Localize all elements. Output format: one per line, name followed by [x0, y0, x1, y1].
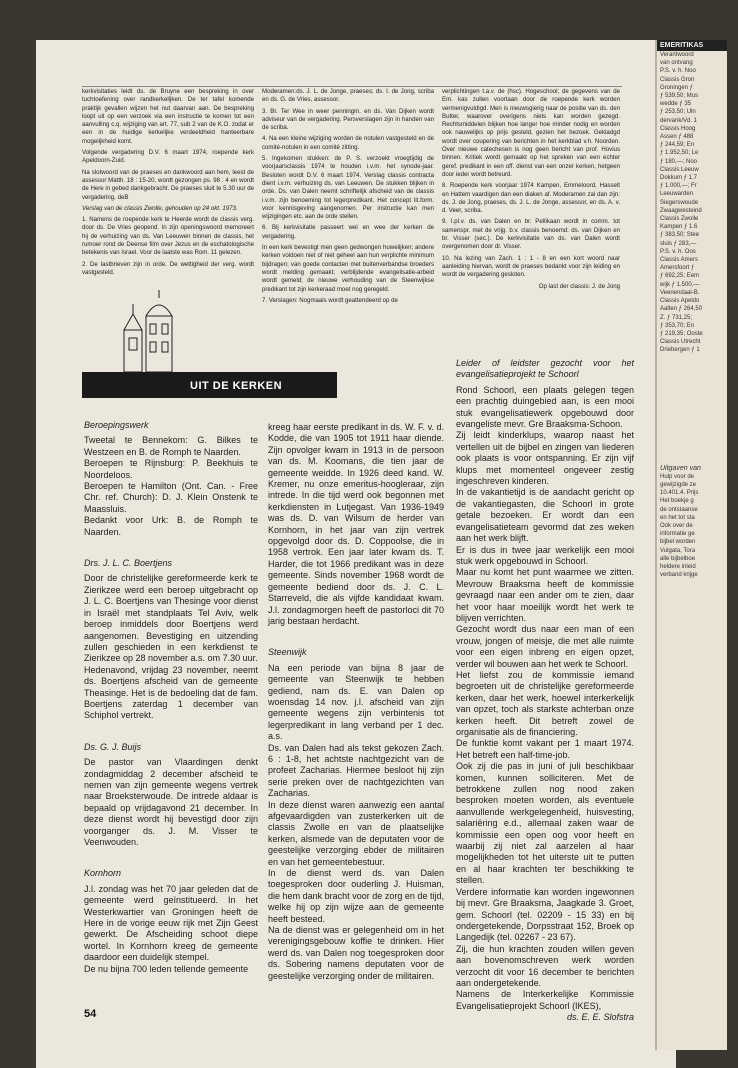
paragraph: Er is dus in twee jaar werkelijk een mooi stuk werk opgebouwd in Schoorl. — [456, 544, 634, 566]
right-page-line: Dokkum ƒ 1.7 — [660, 175, 698, 182]
right-page-line: Leeuwarden — [660, 191, 694, 198]
paragraph: Namens de Interkerkelijke Kommissie Evangelisatieprojekt Schoorl (IKES), — [456, 989, 634, 1011]
right-page-line: wedde ƒ 35 — [660, 101, 692, 108]
paragraph: Zij leidt kinderklups, waarop naast het vertellen uit de bijbel en zingen van liederen ook plaats is voor ontspanning. Er zijn vijf klups met momenteel ongeveer zestig ingeschreven kinderen. — [456, 430, 634, 487]
top-paragraph: 8. Roepende kerk voorjaar 1974 Kampen, Emmeloord, Hasselt en Hattem vaardigen dan een diaken af. Moderamen zal dan zijn: ds. J. de Jong, praeses, ds. J. L. de Jonge, assessor, en ds. A. v. d. Veer, scriba. — [442, 182, 620, 215]
right-page-line: Hulp voor de — [660, 473, 695, 480]
column-1 — [84, 410, 258, 975]
right-page-line: Aalten ƒ 264,50 — [660, 306, 703, 313]
paragraph: Door de christelijke gereformeerde kerk te Zierikzee werd een beroep uitgebracht op J. L. C. Boertjens van Thesinge voor dienst in Israël met standplaats Tel Aviv, welk beroep inmiddels door Boertjens werd aangenomen. Bevestiging en uitzending zullen geschieden in een kerkdienst te Zierikzee op 28 november a.s. om 7.30 uur. — [84, 573, 258, 664]
paragraph: De nu bijna 700 leden tellende gemeente — [84, 963, 249, 974]
right-page-line: heldere inleid — [660, 563, 696, 570]
top-paragraph: Volgende vergadering D.V. 6 maart 1974, roepende kerk Apeldoorn-Zuid. — [82, 149, 254, 165]
right-page-line: Classis Amers — [660, 257, 699, 264]
paragraph: De pastor van Vlaardingen denkt zondagmiddag 2 december afscheid te nemen van zijn gemeente wegens vertrek naar Broeksterwoude. De intrede aldaar is bepaald op vrijdagavond 21 december. In deze dienst wordt hij bevestigd door zijn voorganger ds. J. M. Visser te Veenwouden. — [84, 757, 258, 847]
heading-steenwijk: Steenwijk — [268, 647, 307, 658]
top-paragraph: 4. Na een kleine wijziging worden de notulen vastgesteld en de comité-notulen in een comité zitting. — [262, 135, 434, 151]
right-page-line: P.S. v. h. Noo — [660, 68, 696, 75]
right-page-line: verband krijge — [660, 572, 698, 579]
top-paragraph: 5. Ingekomen stukken: de P. S. verzoekt vroegtijdig de voorjaarsclassis 1974 te houden i.v.m. het synode-jaar. Besloten wordt D.V. 6 maart 1974. Verslag classis contracta dient i.v.m. verhuizing ds. van Leeuwen. De stukken blijken in orde. Ds. van Dalen neemt schriftelijk afscheid van de classis i.v.m. zijn benoeming tot legerpredikant. Het concept lit.form. voor kennisgeving aangenomen. Per instructie kan men wijzigingen etc. aan de orde stellen. — [262, 155, 434, 221]
section-title: UIT DE KERKEN — [190, 380, 283, 392]
heading-buijs: Ds. G. J. Buijs — [84, 741, 142, 752]
right-page-line: ƒ 692,25; Eem — [660, 273, 700, 280]
paragraph: De funktie komt vakant per 1 maart 1974. Het betreft een half-time-job. — [456, 738, 634, 760]
paragraph: Zij, die hun krachten zouden willen geven aan bovenomschreven werk worden verzocht dit voor 16 december te berichten aan ondergetekende. — [456, 943, 634, 988]
right-page-line: ƒ 1.000,—; Fr — [660, 183, 697, 190]
top-paragraph: kerkvisitaties leidt ds. de Bruyne een bespreking in over tuchtoefening over randkerkelijken. De ter tafel komende praktijk gevallen wijzen het nut daarvan aan. De bespreking loopt uit op een verzoek via een instructie te komen tot een aanvulling c.q. wijziging van art. 77, sub 2 van de K.O. zodat er een in de huidige kerkelijke verdeeldheid hanteerbare mogelijkheid komt. — [82, 88, 254, 145]
right-page-title: EMERITIKAS — [657, 40, 727, 51]
right-page-line: Kampen ƒ 1.6 — [660, 224, 698, 231]
paragraph: Beroepen te Rijnsburg: P. Beekhuis te Noordeloos. — [84, 458, 258, 480]
right-page-line: ƒ 253,50; Uln — [660, 109, 696, 116]
right-page-line: ƒ 180,—; Noo — [660, 158, 698, 165]
heading-boertjens: Drs. J. L. C. Boertjens — [84, 558, 173, 569]
top-column-2 — [262, 88, 434, 308]
right-page-line: ƒ 1.952,50; Le — [660, 150, 699, 157]
paragraph: In de dienst werd ds. van Dalen toegesproken door ouderling J. Huisman, die hem dank bracht voor de zorg en de tijd, welke hij op zijn wijze aan de gemeente heeft besteed. — [268, 868, 444, 924]
paragraph: Maar nu komt het punt waarmee we zitten. Mevrouw Braaksma heeft de kommissie gevraagd naar een ander om te zien, daar het voor haar moeilijk wordt het werk te blijven verrichten. — [456, 567, 634, 623]
signature: ds. E. E. Slofstra — [566, 1012, 634, 1023]
right-page-line: Classis Utrecht — [660, 339, 701, 346]
heading-schoorl: Leider of leidster gezocht voor het evangelisatieprojekt te Schoorl — [456, 358, 634, 380]
right-page-line: Classis Zwolle — [660, 216, 699, 223]
heading-beroepingswerk: Beroepingswerk — [84, 420, 149, 430]
top-heading: Verslag van de classis Zwolle, gehouden op 24 okt. 1973. — [82, 204, 238, 212]
right-page-line: Ook over de — [660, 522, 693, 529]
top-paragraph: 2. De lastbrieven zijn in orde. De wettigheid der verg. wordt vastgesteld. — [82, 260, 254, 276]
right-page-line: Het boekje g — [660, 498, 694, 505]
right-page-line: sluis ƒ 283,— — [660, 240, 697, 247]
top-paragraph: 7. Verslagen: Nogmaals wordt geattendeerd op de — [262, 296, 398, 304]
top-paragraph: 9. I.pl.v. ds. van Dalen en br. Pellikaan wordt in comm. tot samenspr. met de vrijg. b.v. classis benoemd: ds. van Dijken en br. Visser (sec.). De kerkvisitatie van ds. van Dalen wordt overgenomen door dr. Visser. — [442, 218, 620, 251]
top-paragraph: Na slotwoord van de praeses en dankwoord aan hem, leest de assessor Matth. 18 : 15-20, wordt gezongen ps. 98 : 4 en wordt de Here in gebed dankgebracht. De praeses sluit te 5.30 uur de vergadering. deB — [82, 168, 254, 201]
paragraph: Ds. van Dalen had als tekst gekozen Zach. 6 : 1-8, het achtste nachtgezicht van de profeet Zacharias. Hiermee besloot hij zijn serie preken over de nachtgezichten van Zacharias. — [268, 742, 444, 799]
top-paragraph: 6. Bij kerkvisitatie passeert wel en wee der kerken de vergadering. — [262, 224, 434, 240]
right-page-lines — [657, 51, 727, 355]
right-page-line: Verantwoord — [660, 52, 694, 58]
paragraph: Gezocht wordt dus naar een man of een vrouw, jongen of meisje, die met alle ruimte voor een eigen inbreng en eigen opzet, verder wil bouwen aan het werk te Schoorl. — [456, 624, 634, 669]
right-page-line: ƒ 383,50; Stee — [660, 232, 700, 239]
right-page-line: Zwaagwesteind — [660, 207, 702, 214]
right-page-heading2: Uitgaven van — [660, 464, 701, 472]
right-page-line: alle bijbelboe — [660, 555, 696, 562]
paragraph: Na de dienst was er gelegenheid om in het verenigingsgebouw koffie te drinken. Hier werd ds. van Dalen nog toegesproken door ds. Sobering namens deputaten voor de geestelijke verzorging onder de militairen. — [268, 925, 444, 981]
paragraph: In deze dienst waren aanwezig een aantal afgevaardigden van zusterkerken uit de classis Zwolle en van de plaatselijke kerken, alsmede van de deputaten voor de geestelijke verzorging ebder de militairen en van het gemeentebestuur. — [268, 799, 444, 867]
paragraph: Beroepen te Hamilton (Ont. Can. - Free Chr. ref. Church): D. J. Klein Onstenk te Maassluis. — [84, 481, 258, 514]
right-page-line: gewijzigde ze — [660, 481, 697, 488]
right-page-line: Vulgata, Tora — [660, 547, 696, 554]
top-divider — [82, 86, 622, 87]
paragraph: Ook zij die pas in juni of juli beschikbaar komen, kunnen solliciteren. Met de betrokkene zullen nog nood zaken besproken moeten worden, als eventuele aanvullende werkgelegenheid, huisvesting, salariëring e.d., allemaal zaken waar de kommissie een open oog voor heeft en waarbij zij niet zal aarzelen al haar mogelijkheden tot het uiterste uit te putten en al haar krachten ter beschikking te stellen. — [456, 761, 634, 886]
right-page-line: Groningen ƒ — [660, 84, 694, 91]
paragraph: In de vakantietijd is de aandacht gericht op de vakantiegasten, die Schoorl in grote getale bezoeken. Er wordt dan een evangelisatieteam gevormd dat zes weken aan het werk blijft. — [456, 487, 634, 544]
paragraph: Het liefst zou de kommissie iemand begroeten uit de christelijke gereformeerde kerken, daar het werk, hoewel interkerkelijk van opzet, toch als starkste achterban onze kerken heeft. Dit betreft zowel de organisatie als de financiering. — [456, 669, 634, 737]
top-paragraph: verplichtingen t.a.v. de (hsc). Hogeschool; de gegevens van de Em. kas zullen voortaan door de roepende kerk worden vermenigvuldigd. Men is nieuwsgierig naar de positie van ds. den Butter, waarover overigens niets kan worden gezegd. Rechtsmiddelen blijken hoe langer hoe minder nodig en worden ook nauwelijks op prijs gesteld, gezien het bezoek. Gekladgd wordt over coupering van berichten in het kerkblad v.h. Noorden. Over nieuwe catechesen is nog geen bericht van prof. Hovius binnen. Kritiek wordt gemaakt op het spreken van een echter geref. predikant in een off. dienst van een onzer kerken, hetgeen door ieder wordt betreurd. — [442, 88, 620, 178]
page-right-strip — [655, 40, 727, 1050]
column-3 — [456, 358, 634, 1024]
right-page-line: ƒ 539,50; Mus — [660, 93, 699, 100]
paragraph: Verdere informatie kan worden ingewonnen bij mevr. Gre Braaksma, Jaagkade 3. Groet, gem. Schoorl (tel. 02209 - 15 33) en bij ondergetekende, Dorpsstraat 152, Broek op Langedijk (tel. 02267 - 23 67). — [456, 886, 634, 943]
right-page-line: de ontstaanse — [660, 506, 698, 513]
right-page-line: ƒ 244,59; En — [660, 142, 695, 149]
paragraph: Na een periode van bijna 8 jaar de gemeente van Steenwijk te hebben gediend, nam ds. E. van Dalen op woensdag 14 nov. j.l. afscheid van zijn gemeente wegens zijn verbintenis tot legerpredikant in lang verband per 1 dec. a.s. — [268, 662, 444, 742]
right-page-line: Classis Leeuw — [660, 166, 699, 173]
top-paragraph: Moderamen:ds. J. L. de Jonge, praeses; ds. I. de Jong, scriba en ds. G. de Vries, assessor. — [262, 88, 434, 104]
paragraph: Rond Schoorl, een plaats gelegen tegen een prachtig duingebied aan, is een mooi stuk evangelisatiewerk opgebouwd door evangeliste mevr. Gre Braaksma-Schoon. — [456, 384, 634, 430]
top-column-1 — [82, 88, 254, 280]
heading-kornhorn: Kornhorn — [84, 868, 122, 879]
paragraph: kreeg haar eerste predikant in ds. W. F. v. d. Kodde, die van 1905 tot 1911 haar diende. Zijn opvolger kwam in 1913 in de persoon van ds. M. Koomans, die tien jaar de gemeente weidde. In 1926 deed kand. W. Kremer, nu onze emeritus-hoogleraar, zijn intrede. In die tijd werd ook begonnen met kerkdiensten in Lutjegast. Van 1936-1949 was ds. D. van Wilsum de herder van Kornhorn, in het jaar van zijn vertrek opgevolgd door ds. D. Coppoolse, die in 1958 vertrok. Een jaar later kwam ds. T. Harder, die tot 1966 predikant was in deze gemeente. Sinds november 1968 wordt de gemeente bediend door ds. J. C. L. Starreveld, die als vijfde kandidaat kwam. J.l. zondagmorgen heeft de pastorloci dit 70 jarig bestaan herdacht. — [268, 422, 444, 626]
right-page-line: Amersfoort ƒ — [660, 265, 695, 272]
right-page-line: dervank/Vd. 1 — [660, 117, 698, 124]
right-page-line: Driebergen ƒ 1 — [660, 347, 700, 354]
top-paragraph: 1. Namens de roepende kerk te Heerde wordt de classis verg. door ds. De Vries geopend. In zijn openingswoord memoreert hij de verhuizing van ds. Van Leeuwen binnen de classis, het rumoer rond de Deense film over Jezus en de eschatologische betekenis van Israel. Voor de laatste was Rom. 11 gelezen. — [82, 216, 254, 257]
right-page-line: 10.401.4. Prijs — [660, 490, 699, 497]
right-page-line: Veenendaal-B. — [660, 289, 700, 296]
top-paragraph: In een kerk bevestigt men geen gedwongen huwelijken; andere kerken voldoen niet of niet geheel aan hun verplichte minimum bijdragen; van goede contacten met buitenverbandse broeders wordt melding gemaakt; verblijdende evangelisatie-arbeid wordt gemeld; de nieuwe verhouding van de Steenwijkse predikant tot zijn kerkeraad moet nog geregeld. — [262, 244, 434, 293]
right-page-line: Z. ƒ 731,25; — [660, 314, 693, 321]
paragraph: Bedankt voor Urk: B. de Romph te Naarden. — [84, 515, 258, 537]
right-page-line: van ontvang — [660, 60, 693, 67]
church-illustration-icon — [120, 290, 180, 372]
right-page-line: ƒ 353,70; En — [660, 322, 695, 329]
right-page-line: ƒ 219,35; Ooste — [660, 330, 703, 337]
paragraph: Tweetal te Bennekom: G. Bilkes te Westzeen en B. de Romph te Naarden. — [84, 435, 258, 457]
right-page-line: Classis Apeldo — [660, 298, 700, 305]
right-page-line: P.S. v. h. Oos — [660, 248, 696, 255]
top-paragraph: 3. Br. Ter Wee in weer penningm. en ds. Van Dijken wordt adviseur van de vergadering. Persverslagen zijn in handen van de scriba. — [262, 107, 434, 132]
column-2 — [268, 422, 444, 982]
right-page-line: informatie ge — [660, 531, 695, 538]
page-number: 54 — [84, 1008, 97, 1020]
right-page-line: Siegerswoude — [660, 199, 699, 206]
top-column-3 — [442, 88, 620, 294]
right-page-lines2 — [657, 473, 727, 580]
right-page-line: bijbel worden — [660, 539, 696, 546]
right-page-line: en het tot sta — [660, 514, 695, 521]
top-signature: Op last der classis: J. de Jong — [538, 282, 620, 290]
right-page-line: wijk ƒ 1.500,— — [660, 281, 700, 288]
right-page-line: Assen ƒ 488 — [660, 134, 694, 141]
paragraph: J.l. zondag was het 70 jaar geleden dat de gemeente werd geïnstitueerd. In het Westerkwartier van Groningen heeft de Here in de vorige eeuw rijk met Zijn Geest gewerkt. De Afscheiding schoot diepe wortel. In Kornhorn kreeg de gemeente daardoor een duidelijk stempel. — [84, 883, 258, 963]
right-page-line: Classis Gron — [660, 76, 695, 83]
paragraph: Hedenavond, vrijdag 23 november, neemt ds. Boertjens afscheid van de gemeente Theasinge. Het is de bedoeling dat de fam. Boertjens zaterdag 1 december van Schiphol vertrekt. — [84, 664, 258, 721]
right-page-line: Classis Hoog — [660, 125, 696, 132]
top-paragraph: 10. Na lezing van Zach. 1 : 1 - 8 en een kort woord naar aanleiding hiervan, wordt de praeses bedankt voor zijn leiding en wordt de vergadering gesloten. — [442, 254, 620, 279]
